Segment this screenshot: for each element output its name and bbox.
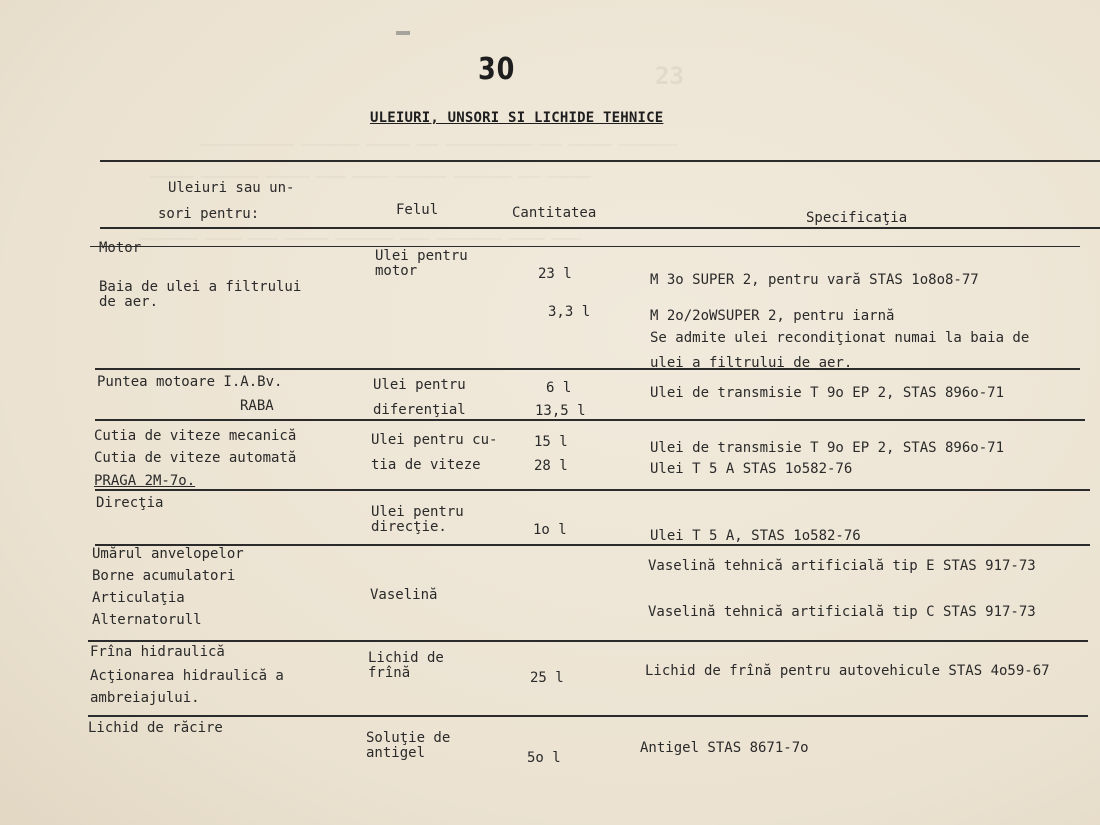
header-cantitatea: Cantitatea: [512, 205, 597, 221]
scan-mark: [396, 31, 410, 35]
row-cutia-name-line2: Cutia de viteze automată: [94, 450, 297, 466]
row-vaselina-spec1: Vaselină tehnică artificială tip E STAS 917-73: [648, 558, 1036, 574]
row-cutia-name-line1: Cutia de viteze mecanică: [94, 428, 297, 444]
row-puntea-name-line2: RABA: [240, 398, 274, 414]
row-cutia-qty2: 28 l: [534, 458, 568, 474]
row-frana-spec: Lichid de frînă pentru autovehicule STAS 4o59-67: [645, 663, 1050, 679]
row-frana-name-line1: Frîna hidraulică: [90, 644, 225, 660]
row-cutia-felul-line2: tia de viteze: [371, 457, 481, 473]
header-uleiuri-line2: sori pentru:: [158, 206, 260, 222]
row-motor-name2-line2: de aer.: [99, 294, 159, 310]
row-vaselina-name-line3: Articulaţia: [92, 590, 185, 606]
header-uleiuri-line1: Uleiuri sau un-: [168, 180, 295, 196]
row-racire-qty: 5o l: [527, 750, 561, 766]
row-cutia-qty1: 15 l: [534, 434, 568, 450]
row-racire-felul-line1: Soluţie de: [366, 730, 451, 746]
row-frana-felul-line2: frînă: [368, 665, 411, 681]
row-cutia-name-line3: PRAGA 2M-7o.: [94, 473, 196, 489]
row-motor-spec1: M 3o SUPER 2, pentru vară STAS 1o8o8-77: [650, 272, 979, 288]
page-number: 30: [478, 52, 516, 87]
row-puntea-felul-line1: Ulei pentru: [373, 377, 466, 393]
row-racire-felul-line2: antigel: [366, 745, 426, 761]
row-vaselina-name-line4: Alternatorull: [92, 612, 202, 628]
row-cutia-felul-line1: Ulei pentru cu-: [371, 432, 498, 448]
row-rule: [88, 715, 1088, 717]
header-felul: Felul: [396, 202, 439, 218]
ghost-page-number: 23: [655, 62, 684, 90]
row-vaselina-name-line1: Umărul anvelopelor: [92, 546, 244, 562]
row-puntea-felul-line2: diferenţial: [373, 402, 466, 418]
row-motor-spec2: M 2o/2oWSUPER 2, pentru iarnă: [650, 308, 895, 324]
row-racire-name: Lichid de răcire: [88, 720, 223, 736]
row-motor-spec4: ulei a filtrului de aer.: [650, 355, 853, 371]
row-motor-qty1: 23 l: [538, 266, 572, 282]
row-directia-qty: 1o l: [533, 522, 567, 538]
row-cutia-spec1: Ulei de transmisie T 9o EP 2, STAS 896o-71: [650, 440, 1005, 456]
row-puntea-name-line1: Puntea motoare I.A.Bv.: [97, 374, 283, 390]
row-rule: [95, 419, 1085, 421]
row-rule: [95, 544, 1090, 546]
row-vaselina-name-line2: Borne acumulatori: [92, 568, 236, 584]
ghost-text: ────── ──────── ────── ──── ───── ─────── ──────── ─── ──────: [150, 170, 591, 184]
row-racire-spec: Antigel STAS 8671-7o: [640, 740, 809, 756]
row-motor-felul-line2: motor: [375, 263, 418, 279]
header-underline: [90, 246, 1080, 247]
row-motor-qty2: 3,3 l: [548, 304, 591, 320]
header-rule: [100, 227, 1100, 229]
row-motor-spec3: Se admite ulei recondiţionat numai la baia de: [650, 330, 1030, 346]
ghost-text: ───────────── ──────── ────── ─── ──────────── ─── ────── ────────: [200, 138, 677, 152]
page-title: ULEIURI, UNSORI SI LICHIDE TEHNICE: [370, 110, 664, 126]
header-specificatia: Specificaţia: [806, 210, 908, 226]
row-directia-name: Direcţia: [96, 495, 164, 511]
row-directia-spec: Ulei T 5 A, STAS 1o582-76: [650, 528, 861, 544]
row-motor-name2-line1: Baia de ulei a filtrului: [99, 279, 302, 295]
row-puntea-qty1: 6 l: [546, 380, 572, 396]
row-motor-name: Motor: [99, 240, 142, 256]
row-frana-felul-line1: Lichid de: [368, 650, 444, 666]
row-puntea-spec: Ulei de transmisie T 9o EP 2, STAS 896o-71: [650, 385, 1005, 401]
row-frana-qty: 25 l: [530, 670, 564, 686]
row-motor-felul-line1: Ulei pentru: [375, 248, 468, 264]
row-cutia-spec2: Ulei T 5 A STAS 1o582-76: [650, 461, 853, 477]
ghost-text: ──────── ───── ──── ────── ──────── ──── ───────── ───── ────: [140, 232, 581, 246]
row-vaselina-spec2: Vaselină tehnică artificială tip C STAS 917-73: [648, 604, 1036, 620]
row-frana-name-line3: ambreiajului.: [90, 690, 200, 706]
row-directia-felul-line1: Ulei pentru: [371, 504, 464, 520]
row-rule: [95, 489, 1090, 491]
row-rule: [88, 640, 1088, 642]
row-directia-felul-line2: direcţie.: [371, 519, 447, 535]
row-rule: [95, 368, 1080, 370]
row-frana-name-line2: Acţionarea hidraulică a: [90, 668, 284, 684]
row-puntea-qty2: 13,5 l: [535, 403, 586, 419]
row-vaselina-felul: Vaselină: [370, 587, 438, 603]
table-top-rule: [100, 160, 1100, 162]
